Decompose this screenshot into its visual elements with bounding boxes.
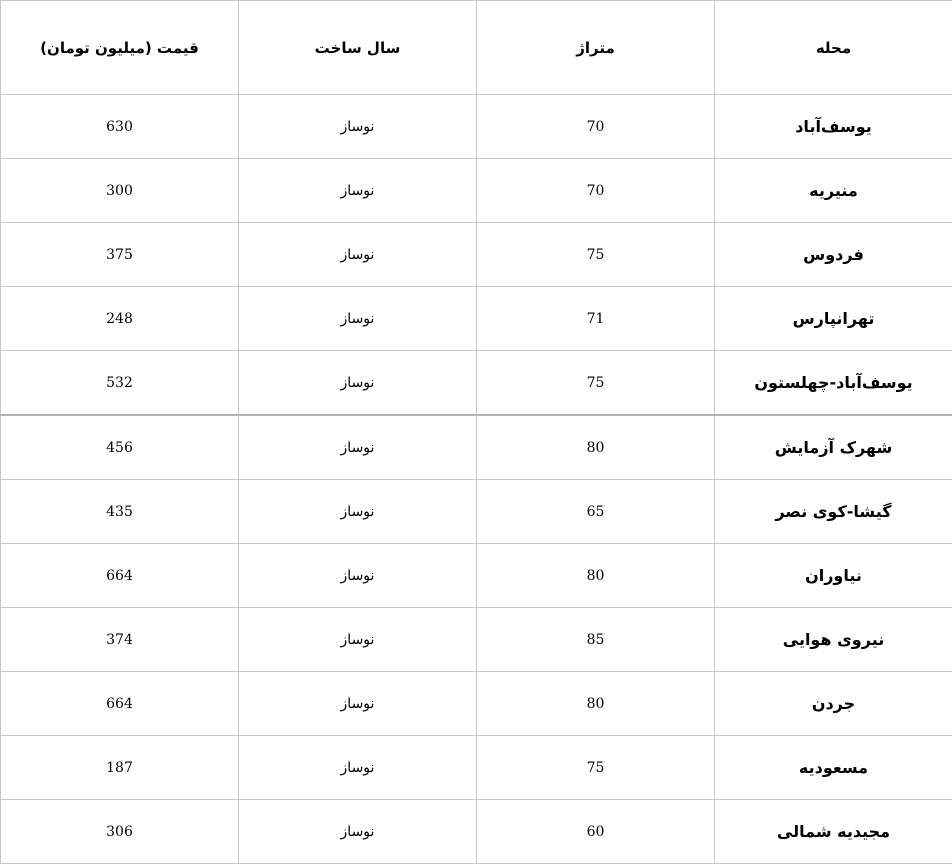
cell-neighborhood: شهرک آزمایش <box>715 415 952 480</box>
cell-price: 456 <box>1 415 239 480</box>
cell-area: 75 <box>477 351 715 416</box>
header-area: متراژ <box>477 1 715 95</box>
cell-area: 65 <box>477 480 715 544</box>
cell-neighborhood: یوسف‌آباد-چهلستون <box>715 351 952 416</box>
cell-year-built: نوساز <box>239 608 477 672</box>
table-row <box>1 800 952 864</box>
cell-price: 248 <box>1 287 239 351</box>
cell-year-built: نوساز <box>239 480 477 544</box>
cell-neighborhood: جردن <box>715 672 952 736</box>
cell-year-built: نوساز <box>239 351 477 416</box>
table-row <box>1 415 952 480</box>
cell-price: 375 <box>1 223 239 287</box>
table-row <box>1 672 952 736</box>
header-year-built: سال ساخت <box>239 1 477 95</box>
cell-area: 80 <box>477 544 715 608</box>
cell-neighborhood: نیروی هوایی <box>715 608 952 672</box>
cell-neighborhood: فردوس <box>715 223 952 287</box>
table-row <box>1 608 952 672</box>
cell-year-built: نوساز <box>239 544 477 608</box>
cell-area: 80 <box>477 672 715 736</box>
cell-area: 60 <box>477 800 715 864</box>
cell-neighborhood: گیشا-کوی نصر <box>715 480 952 544</box>
cell-price: 187 <box>1 736 239 800</box>
table-row <box>1 544 952 608</box>
cell-year-built: نوساز <box>239 736 477 800</box>
cell-year-built: نوساز <box>239 415 477 480</box>
table-row <box>1 736 952 800</box>
cell-area: 71 <box>477 287 715 351</box>
header-row <box>1 1 952 95</box>
cell-year-built: نوساز <box>239 95 477 159</box>
cell-price: 300 <box>1 159 239 223</box>
cell-year-built: نوساز <box>239 287 477 351</box>
cell-area: 75 <box>477 736 715 800</box>
cell-neighborhood: منیریه <box>715 159 952 223</box>
cell-price: 374 <box>1 608 239 672</box>
cell-area: 70 <box>477 159 715 223</box>
cell-price: 435 <box>1 480 239 544</box>
table-row <box>1 351 952 416</box>
cell-price: 664 <box>1 544 239 608</box>
cell-area: 80 <box>477 415 715 480</box>
cell-neighborhood: تهرانپارس <box>715 287 952 351</box>
cell-price: 532 <box>1 351 239 416</box>
cell-price: 630 <box>1 95 239 159</box>
cell-year-built: نوساز <box>239 800 477 864</box>
table-row <box>1 287 952 351</box>
cell-area: 70 <box>477 95 715 159</box>
cell-neighborhood: یوسف‌آباد <box>715 95 952 159</box>
cell-year-built: نوساز <box>239 159 477 223</box>
cell-area: 75 <box>477 223 715 287</box>
cell-price: 664 <box>1 672 239 736</box>
cell-year-built: نوساز <box>239 672 477 736</box>
header-price: قیمت (میلیون تومان) <box>1 1 239 95</box>
table-row <box>1 159 952 223</box>
cell-neighborhood: مسعودیه <box>715 736 952 800</box>
cell-price: 306 <box>1 800 239 864</box>
cell-neighborhood: نیاوران <box>715 544 952 608</box>
table-row <box>1 223 952 287</box>
header-neighborhood: محله <box>715 1 952 95</box>
cell-area: 85 <box>477 608 715 672</box>
table-row <box>1 480 952 544</box>
table-row <box>1 95 952 159</box>
cell-neighborhood: مجیدیه شمالی <box>715 800 952 864</box>
cell-year-built: نوساز <box>239 223 477 287</box>
